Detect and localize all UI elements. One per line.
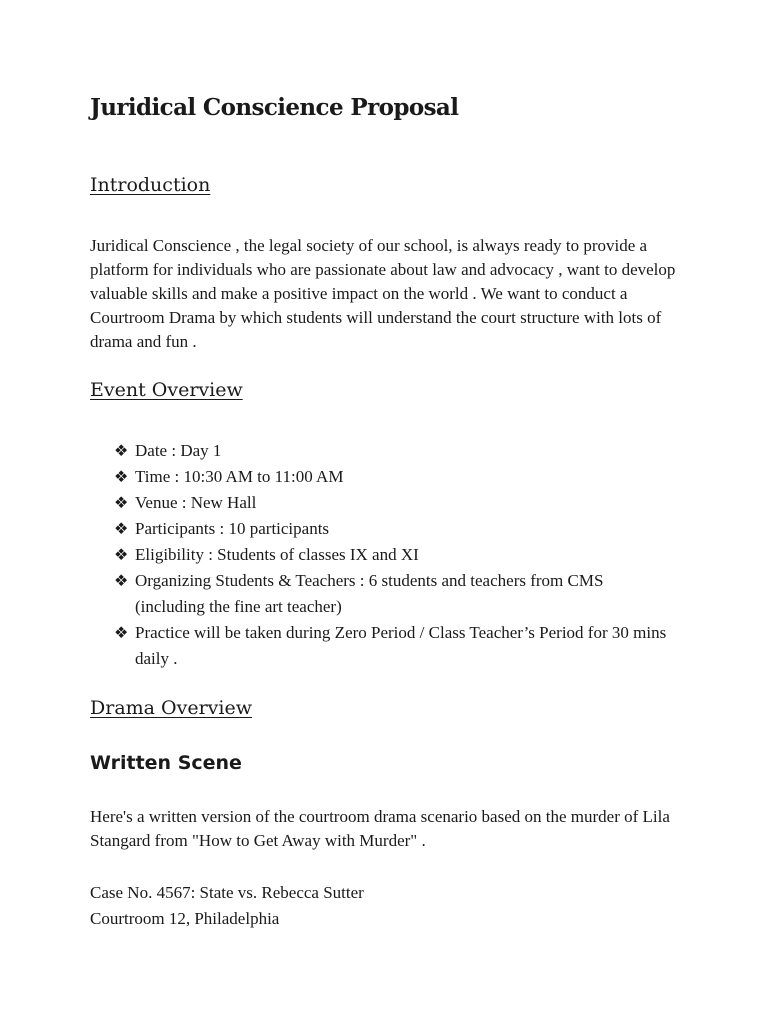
list-item: [114, 464, 674, 490]
list-item-text: Organizing Students & Teachers : 6 students and teachers from CMS (including the fine art teacher): [135, 571, 604, 616]
list-item: [114, 516, 674, 542]
introduction-heading: Introduction: [90, 174, 211, 196]
list-item: [114, 490, 674, 516]
case-number-line: Case No. 4567: State vs. Rebecca Sutter: [90, 883, 364, 902]
event-overview-list: [114, 438, 674, 672]
list-item: [114, 542, 674, 568]
list-item: [114, 620, 674, 672]
diamond-bullet-icon: ❖: [114, 571, 129, 590]
diamond-bullet-icon: ❖: [114, 623, 129, 642]
diamond-bullet-icon: ❖: [114, 493, 129, 512]
list-item-text: Date : Day 1: [135, 441, 222, 460]
drama-overview-heading: Drama Overview: [90, 697, 252, 719]
document-title: Juridical Conscience Proposal: [90, 94, 459, 121]
list-item-text: Time : 10:30 AM to 11:00 AM: [135, 467, 344, 486]
list-item-text: Participants : 10 participants: [135, 519, 330, 538]
courtroom-line: Courtroom 12, Philadelphia: [90, 909, 280, 928]
diamond-bullet-icon: ❖: [114, 441, 129, 460]
written-scene-subheading: Written Scene: [90, 752, 242, 774]
list-item: [114, 438, 674, 464]
list-item: [114, 568, 674, 620]
diamond-bullet-icon: ❖: [114, 545, 129, 564]
list-item-text: Venue : New Hall: [135, 493, 257, 512]
list-item-text: Practice will be taken during Zero Period / Class Teacher’s Period for 30 mins daily .: [135, 623, 667, 668]
diamond-bullet-icon: ❖: [114, 467, 129, 486]
diamond-bullet-icon: ❖: [114, 519, 129, 538]
introduction-paragraph: Juridical Conscience , the legal society of our school, is always ready to provide a platform for individuals who are passionate about law and advocacy , want to develop valuable skills and make a positive impact on the world . We want to conduct a Courtroom Drama by which students will understand the court structure with lots of drama and fun .: [90, 236, 676, 351]
scene-intro-paragraph: Here's a written version of the courtroom drama scenario based on the murder of Lila Stangard from "How to Get Away with Murder" .: [90, 807, 670, 850]
list-item-text: Eligibility : Students of classes IX and XI: [135, 545, 419, 564]
event-overview-heading: Event Overview: [90, 379, 243, 401]
